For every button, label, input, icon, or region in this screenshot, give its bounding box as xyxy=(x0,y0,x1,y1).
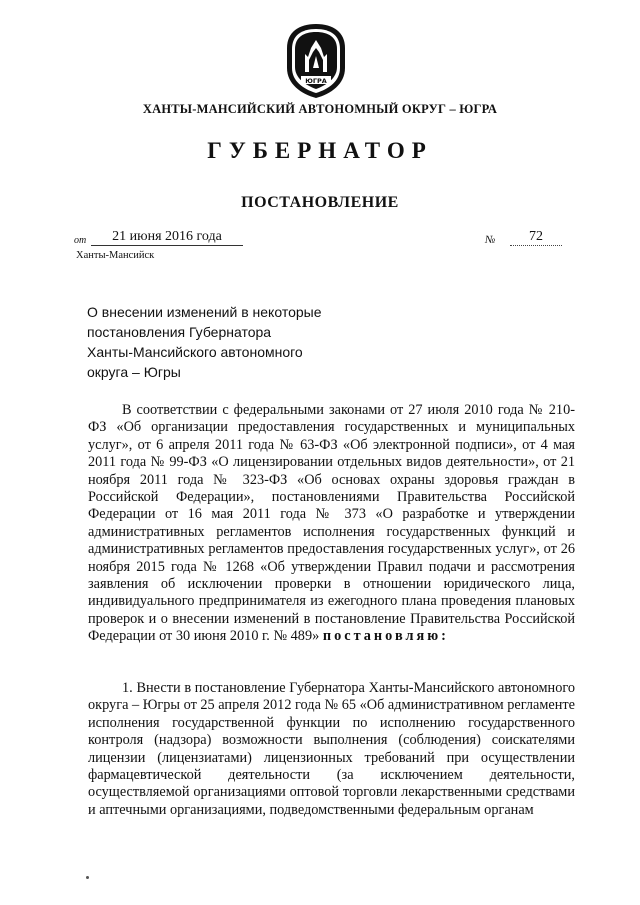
authority-title: ГУБЕРНАТОР xyxy=(207,138,433,163)
document-number: 72 xyxy=(510,229,562,246)
preamble-text: В соответствии с федеральными законами от 27 июля 2010 года № 210-ФЗ «Об организации предоставления государственных и муниципальных услуг», от 6 апреля 2011 года № 63-ФЗ «Об электронной подписи», от 4 мая 2011 года № 99-ФЗ «О лицензировании отдельных видов деятельности», от 21 ноября 2011 года № 323-ФЗ «Об основах охраны здоровья граждан в Российской Федерации», постановлениями Правительства Российской Федерации от 16 мая 2011 года № 373 «О разработке и утверждении административных регламентов исполнения государственных функций и административных регламентов предоставления государственных услуг», от 26 ноября 2015 года № 1268 «Об утверждении Правил подачи и рассмотрения заявления об исключении проверки в отношении юридического лица, индивидуального предпринимателя из ежегодного плана проведения плановых проверок и о внесении изменений в постановление Правительства Российской Федерации от 30 июня 2010 г. № 489» xyxy=(88,402,575,645)
document-subject xyxy=(87,302,387,382)
document-type: ПОСТАНОВЛЕНИЕ xyxy=(241,194,399,211)
subject-line: О внесении изменений в некоторые xyxy=(87,304,322,320)
number-prefix: № xyxy=(485,234,496,246)
item-1-paragraph: 1. Внести в постановление Губернатора Ханты-Мансийского автономного округа – Югры от 25 апреля 2012 года № 65 «Об административном регламенте исполнения государственной функции по исполнению государственного контроля (надзора) возможности выполнения (соблюдения) соискателями лицензии (лицензиатами) лицензионных требований при осуществлении фармацевтической деятельности (за исключением деятельности, осуществляемой организациями оптовой торговли лекарственными средствами и аптечными организациями, подведомственными федеральным органам xyxy=(88,680,575,818)
region-heading: ХАНТЫ-МАНСИЙСКИЙ АВТОНОМНЫЙ ОКРУГ – ЮГРА xyxy=(142,102,498,116)
document-date: 21 июня 2016 года xyxy=(91,229,243,246)
date-prefix: от xyxy=(74,235,87,246)
decree-word: постановляю: xyxy=(322,628,449,645)
subject-line: постановления Губернатора xyxy=(87,324,272,340)
emblem-caption: ЮГРА xyxy=(305,77,327,85)
city-name: Ханты-Мансийск xyxy=(76,250,155,261)
subject-line: Ханты-Мансийского автономного xyxy=(87,344,303,360)
coat-of-arms-emblem xyxy=(279,22,353,100)
scan-mark xyxy=(86,876,89,879)
date-number-row xyxy=(74,229,564,251)
preamble-paragraph xyxy=(88,402,575,646)
subject-line: округа – Югры xyxy=(87,364,181,380)
